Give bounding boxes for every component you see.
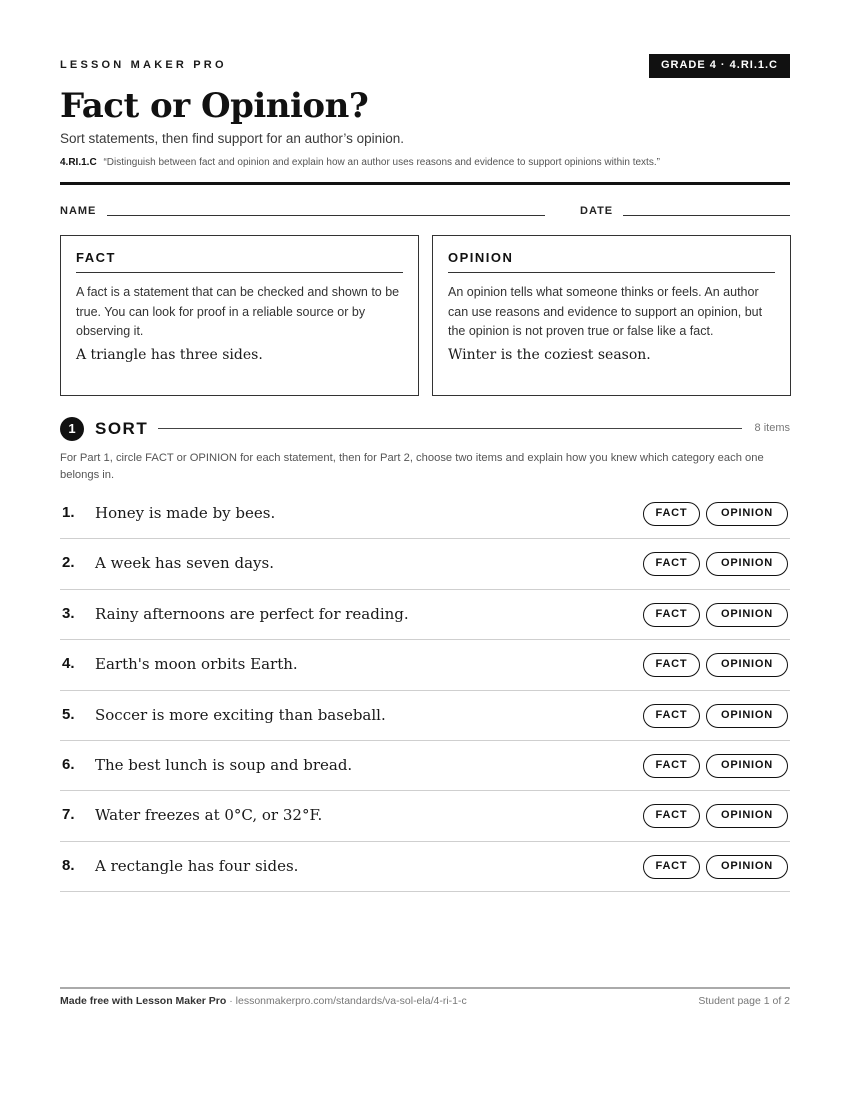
opinion-example: Winter is the coziest season. <box>448 346 651 363</box>
name-label: NAME <box>60 205 97 217</box>
item-number: 1. <box>62 504 75 521</box>
item-number: 4. <box>62 655 75 673</box>
item-statement: Honey is made by bees. <box>95 504 276 522</box>
list-item <box>60 489 790 539</box>
fact-choice-button[interactable]: FACT <box>643 754 700 778</box>
fact-definition: A fact is a statement that can be checked and shown to be true. You can look for proof in a reliable source or by observing it. <box>76 285 400 338</box>
page-subtitle: Sort statements, then find support for an author’s opinion. <box>60 131 404 146</box>
list-item <box>60 691 790 741</box>
footer <box>60 995 790 1007</box>
fact-example: A triangle has three sides. <box>76 346 263 363</box>
brand-name: LESSON MAKER PRO <box>60 59 227 71</box>
page-number: Student page 1 of 2 <box>698 995 790 1007</box>
footer-made-with: Made free with Lesson Maker Pro <box>60 995 227 1007</box>
statement-list <box>60 489 790 892</box>
opinion-choice-button[interactable]: OPINION <box>706 653 788 677</box>
grade-badge: GRADE 4 · 4.RI.1.C <box>649 54 790 78</box>
opinion-definition: An opinion tells what someone thinks or feels. An author can use reasons and evidence to support an opinion, but the opinion is not proven true or false like a fact. <box>448 285 763 338</box>
fact-choice-button[interactable]: FACT <box>643 704 700 728</box>
fact-choice-button[interactable]: FACT <box>643 502 700 526</box>
item-number: 8. <box>62 856 75 874</box>
footer-url[interactable]: lessonmakerpro.com/standards/va-sol-ela/4-ri-1-c <box>235 995 467 1007</box>
top-bar <box>60 54 790 78</box>
footer-divider <box>60 987 790 989</box>
list-item <box>60 590 790 640</box>
date-label: DATE <box>580 205 614 217</box>
fact-choice-button[interactable]: FACT <box>643 855 700 879</box>
header-divider <box>60 182 790 185</box>
fact-choice-button[interactable]: FACT <box>643 603 700 627</box>
worksheet-page <box>60 0 790 1100</box>
list-item <box>60 741 790 791</box>
opinion-heading: OPINION <box>448 250 775 273</box>
opinion-choice-button[interactable]: OPINION <box>706 754 788 778</box>
fact-choice-button[interactable]: FACT <box>643 804 700 828</box>
instructions: For Part 1, circle FACT or OPINION for each statement, then for Part 2, choose two items and explain how you knew which category each one belongs in. <box>60 452 764 481</box>
section-title: SORT <box>95 419 149 438</box>
standard-line <box>60 157 660 168</box>
opinion-choice-button[interactable]: OPINION <box>706 603 788 627</box>
opinion-choice-button[interactable]: OPINION <box>706 855 788 879</box>
item-statement: A week has seven days. <box>95 554 274 573</box>
list-item <box>60 539 790 589</box>
section-number-badge: 1 <box>60 417 84 441</box>
item-statement: The best lunch is soup and bread. <box>95 755 353 774</box>
standard-code: 4.RI.1.C <box>60 157 97 168</box>
page-title: Fact or Opinion? <box>60 86 369 126</box>
opinion-choice-button[interactable]: OPINION <box>706 552 788 576</box>
opinion-choice-button[interactable]: OPINION <box>706 502 788 526</box>
item-number: 6. <box>62 755 75 773</box>
opinion-choice-button[interactable]: OPINION <box>706 804 788 828</box>
item-statement: A rectangle has four sides. <box>95 856 299 875</box>
item-statement: Water freezes at 0°C, or 32°F. <box>95 806 323 825</box>
list-item <box>60 640 790 690</box>
fact-heading: FACT <box>76 250 403 273</box>
fact-definition-box <box>60 235 419 396</box>
fact-choice-button[interactable]: FACT <box>643 653 700 677</box>
item-statement: Earth's moon orbits Earth. <box>95 655 298 674</box>
name-field[interactable] <box>107 215 545 216</box>
fact-choice-button[interactable]: FACT <box>643 552 700 576</box>
section-divider <box>158 428 742 429</box>
opinion-definition-box <box>432 235 791 396</box>
list-item <box>60 791 790 841</box>
opinion-choice-button[interactable]: OPINION <box>706 704 788 728</box>
footer-separator: · <box>226 995 236 1007</box>
item-number: 5. <box>62 705 75 723</box>
item-statement: Rainy afternoons are perfect for reading. <box>95 604 409 623</box>
date-field[interactable] <box>623 215 790 216</box>
list-item <box>60 842 790 892</box>
item-number: 3. <box>62 604 75 622</box>
standard-text: “Distinguish between fact and opinion and explain how an author uses reasons and evidence to support opinions within texts.” <box>103 157 660 168</box>
item-number: 2. <box>62 554 75 572</box>
item-number: 7. <box>62 806 75 824</box>
name-date-row <box>60 204 790 218</box>
item-count: 8 items <box>754 422 790 434</box>
item-statement: Soccer is more exciting than baseball. <box>95 705 386 724</box>
sort-section-header <box>60 417 790 441</box>
